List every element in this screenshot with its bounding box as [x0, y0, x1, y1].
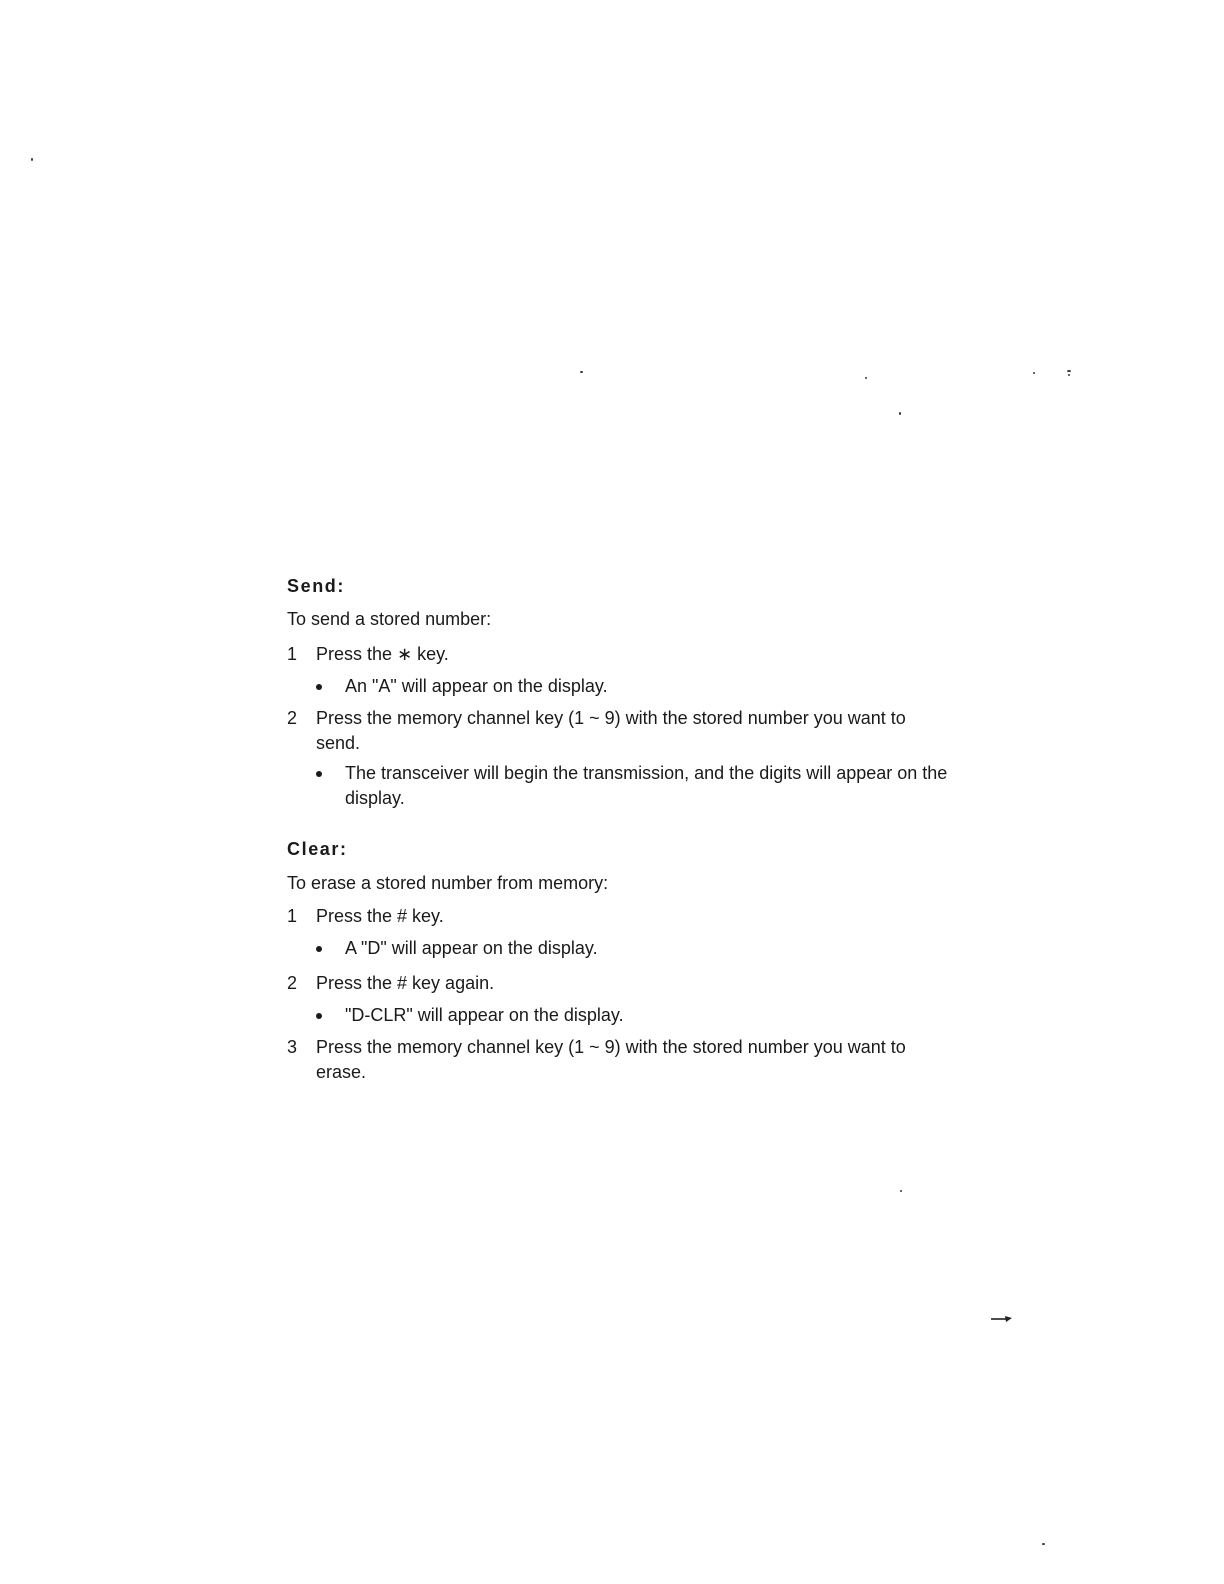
- step-text: Press the # key again.: [316, 973, 495, 993]
- scan-speck: [31, 158, 33, 161]
- clear-step-1: [287, 904, 947, 929]
- clear-section: [287, 838, 967, 1098]
- step-number: 3: [287, 1037, 298, 1057]
- bullet-icon: [316, 1013, 322, 1019]
- send-step-2: [287, 706, 927, 756]
- bullet-icon: [316, 771, 322, 777]
- clear-step-3: [287, 1035, 927, 1085]
- clear-heading: Clear:: [287, 839, 348, 859]
- clear-step-1-bullet: [316, 936, 956, 961]
- scan-arrow-mark: [991, 1313, 1013, 1323]
- scan-speck: [1033, 372, 1035, 374]
- send-intro: To send a stored number:: [287, 609, 492, 629]
- send-step-2-bullet: [316, 761, 956, 811]
- clear-intro: To erase a stored number from memory:: [287, 873, 609, 893]
- step-text: Press the ∗ key.: [316, 644, 449, 664]
- scan-speck: [900, 1190, 902, 1192]
- bullet-icon: [316, 684, 322, 690]
- step-text: Press the memory channel key (1 ~ 9) with the stored number you want to send.: [316, 708, 906, 753]
- scan-speck: [580, 371, 583, 373]
- bullet-icon: [316, 946, 322, 952]
- scan-speck: [1067, 370, 1071, 372]
- send-heading: Send:: [287, 576, 346, 596]
- send-step-1: [287, 642, 947, 667]
- step-text: Press the memory channel key (1 ~ 9) with the stored number you want to erase.: [316, 1037, 906, 1082]
- send-section: [287, 575, 967, 815]
- scan-speck: [1042, 1543, 1045, 1545]
- bullet-text: An "A" will appear on the display.: [345, 676, 608, 696]
- step-number: 1: [287, 906, 298, 926]
- step-number: 1: [287, 644, 298, 664]
- step-number: 2: [287, 708, 298, 728]
- scan-speck: [899, 412, 901, 415]
- bullet-text: The transceiver will begin the transmission, and the digits will appear on the display.: [345, 763, 948, 808]
- clear-step-2-bullet: [316, 1003, 956, 1028]
- clear-step-2: [287, 971, 947, 996]
- step-text: Press the # key.: [316, 906, 444, 926]
- bullet-text: "D-CLR" will appear on the display.: [345, 1005, 624, 1025]
- bullet-text: A "D" will appear on the display.: [345, 938, 598, 958]
- scan-speck: [865, 377, 867, 379]
- scan-speck: [1068, 374, 1070, 376]
- step-number: 2: [287, 973, 298, 993]
- send-step-1-bullet: [316, 674, 956, 699]
